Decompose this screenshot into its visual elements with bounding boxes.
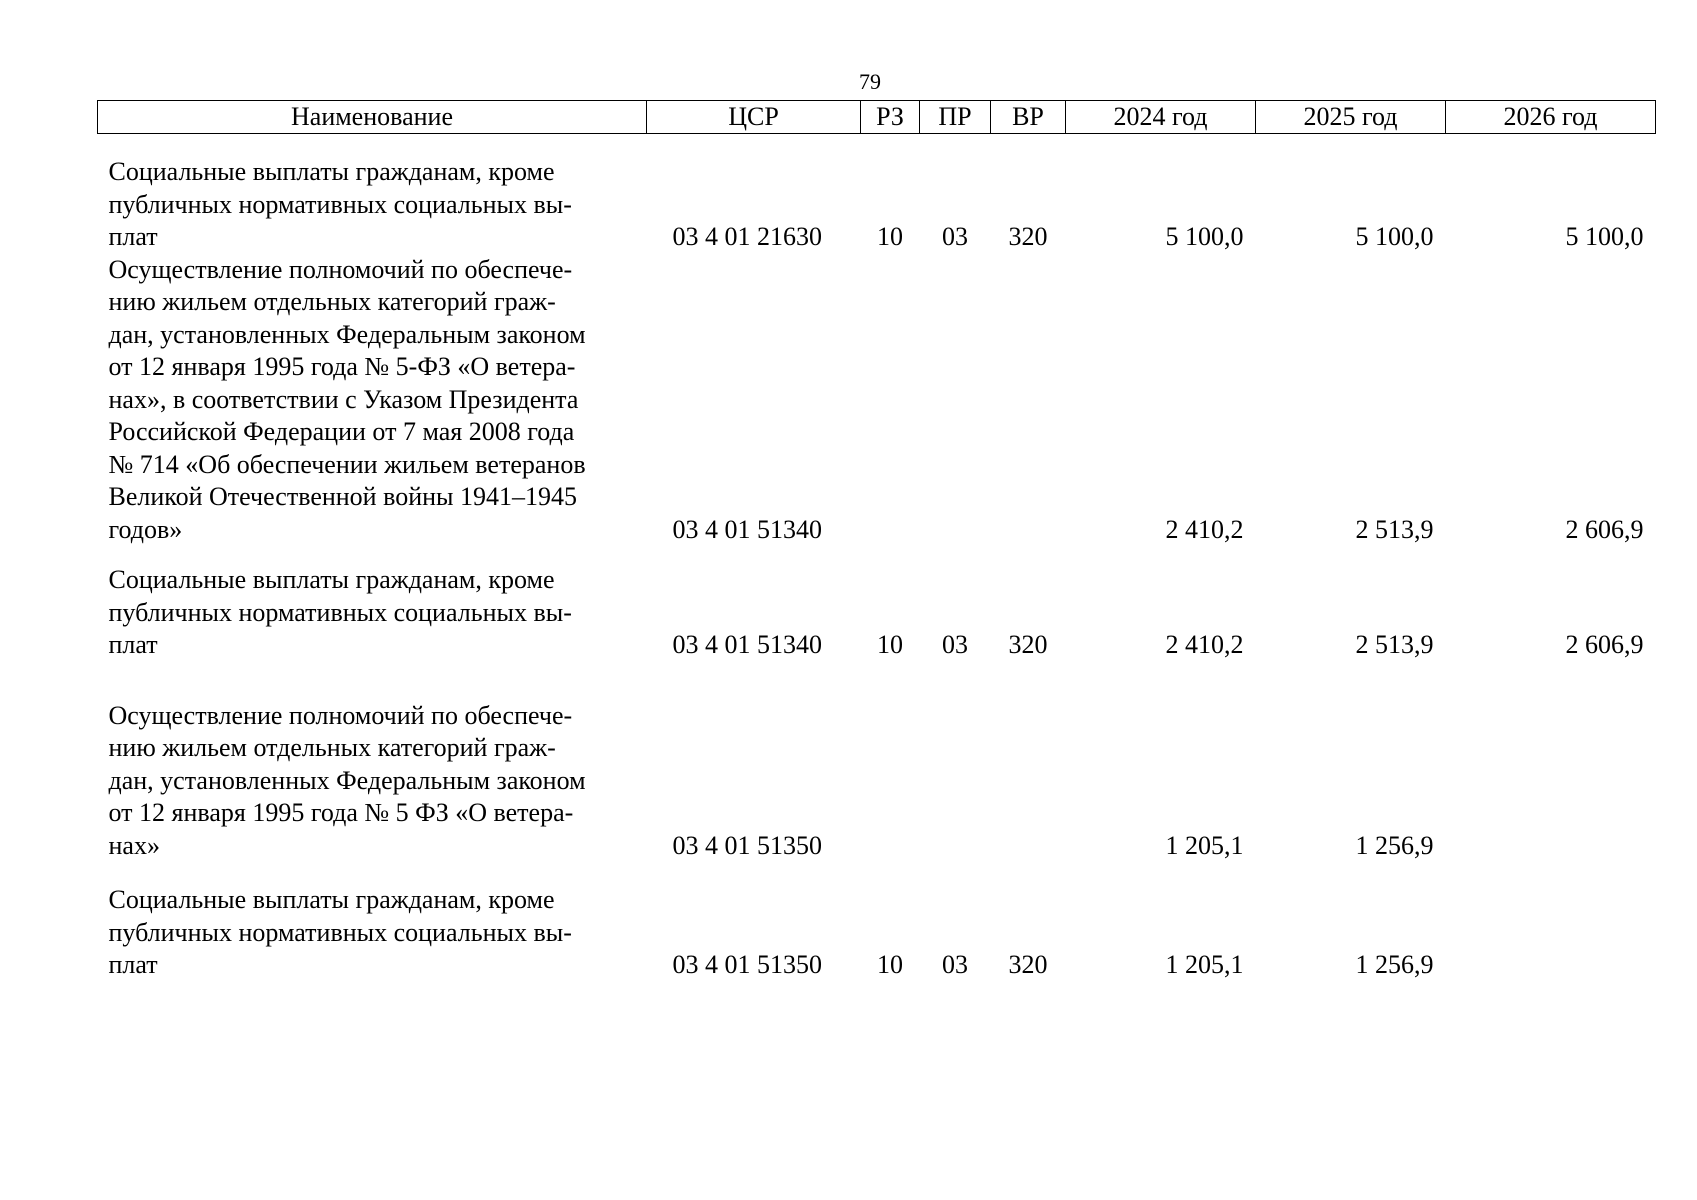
- row-name-line: нах», в соответствии с Указом Президента: [108, 384, 579, 414]
- row-2024: 2 410,2: [1165, 514, 1244, 544]
- row-name: [98, 546, 647, 662]
- row-vr: 320: [1008, 222, 1048, 251]
- table-header: [98, 101, 1656, 134]
- row-2026: [1446, 862, 1656, 982]
- row-rz: [861, 662, 920, 863]
- row-name-line: от 12 января 1995 года № 5-ФЗ «О ветера-: [108, 352, 576, 381]
- header-2025: 2025 год: [1256, 101, 1446, 134]
- table-body: [98, 134, 1656, 982]
- row-name-line: плат: [108, 950, 158, 979]
- row-vr: 320: [1008, 950, 1048, 979]
- row-rz: 10: [877, 630, 903, 659]
- row-name-line: дан, установленных Федеральным законом: [108, 319, 586, 349]
- header-name: Наименование: [98, 101, 647, 134]
- row-name-line: № 714 «Об обеспечении жильем ветеранов: [108, 449, 586, 479]
- row-name-line: дан, установленных Федеральным законом: [108, 765, 586, 795]
- row-vr: [991, 662, 1066, 863]
- header-2024: 2024 год: [1066, 101, 1256, 134]
- row-name-line: Социальные выплаты гражданам, кроме: [108, 885, 555, 914]
- row-name-line: нию жильем отдельных категорий граж-: [108, 287, 556, 316]
- header-2026: 2026 год: [1446, 101, 1656, 134]
- row-name-line: годов»: [108, 514, 183, 544]
- row-2025: 2 513,9: [1355, 514, 1434, 544]
- row-pr: 03: [942, 630, 968, 659]
- row-csr: 03 4 01 21630: [672, 222, 822, 251]
- row-rz: 10: [877, 222, 903, 251]
- table-row: [98, 862, 1656, 982]
- row-rz: 10: [877, 950, 903, 979]
- row-rz: [861, 254, 920, 547]
- row-name: [98, 862, 647, 982]
- header-vr: ВР: [991, 101, 1066, 134]
- row-name-line: нах»: [108, 830, 160, 860]
- row-csr: 03 4 01 51350: [672, 950, 822, 979]
- row-name: [98, 134, 647, 254]
- row-2025: 2 513,9: [1355, 630, 1434, 659]
- row-csr: 03 4 01 51350: [672, 830, 822, 860]
- header-row: [98, 101, 1656, 134]
- row-name: [98, 254, 647, 547]
- row-name-line: Социальные выплаты гражданам, кроме: [108, 157, 555, 186]
- row-name-line: публичных нормативных социальных вы-: [108, 189, 572, 219]
- row-2026: [1446, 662, 1656, 863]
- row-name-line: нию жильем отдельных категорий граж-: [108, 733, 556, 762]
- header-csr: ЦСР: [647, 101, 861, 134]
- table-row: [98, 546, 1656, 662]
- header-pr: ПР: [920, 101, 991, 134]
- row-pr: [920, 662, 991, 863]
- row-2026: 5 100,0: [1565, 222, 1644, 251]
- row-name-line: публичных нормативных социальных вы-: [108, 597, 572, 627]
- row-pr: 03: [942, 222, 968, 251]
- table-row: [98, 254, 1656, 547]
- row-pr: [920, 254, 991, 547]
- row-2025: 1 256,9: [1355, 830, 1434, 860]
- row-name: [98, 662, 647, 863]
- row-2026: 2 606,9: [1565, 630, 1644, 659]
- row-name-line: Осуществление полномочий по обеспече-: [108, 254, 573, 284]
- row-2024: 1 205,1: [1165, 830, 1244, 860]
- row-name-line: плат: [108, 630, 158, 659]
- row-2024: 1 205,1: [1165, 950, 1244, 979]
- row-name-line: Великой Отечественной войны 1941–1945: [108, 482, 577, 511]
- row-2026: 2 606,9: [1565, 514, 1644, 544]
- row-csr: 03 4 01 51340: [672, 514, 822, 544]
- row-vr: [991, 254, 1066, 547]
- row-name-line: Российской Федерации от 7 мая 2008 года: [108, 417, 575, 446]
- table-row: [98, 134, 1656, 254]
- row-csr: 03 4 01 51340: [672, 630, 822, 659]
- budget-table: [97, 100, 1656, 982]
- row-name-line: от 12 января 1995 года № 5 ФЗ «О ветера-: [108, 798, 574, 827]
- row-2024: 2 410,2: [1165, 630, 1244, 659]
- row-pr: 03: [942, 950, 968, 979]
- header-rz: РЗ: [861, 101, 920, 134]
- row-name-line: Социальные выплаты гражданам, кроме: [108, 565, 555, 594]
- row-vr: 320: [1008, 630, 1048, 659]
- row-name-line: Осуществление полномочий по обеспече-: [108, 700, 573, 730]
- row-2024: 5 100,0: [1165, 222, 1244, 251]
- row-name-line: публичных нормативных социальных вы-: [108, 917, 572, 947]
- row-2025: 5 100,0: [1355, 222, 1434, 251]
- row-name-line: плат: [108, 222, 158, 251]
- table-row: [98, 662, 1656, 863]
- page-number: 79: [859, 69, 881, 94]
- row-2025: 1 256,9: [1355, 950, 1434, 979]
